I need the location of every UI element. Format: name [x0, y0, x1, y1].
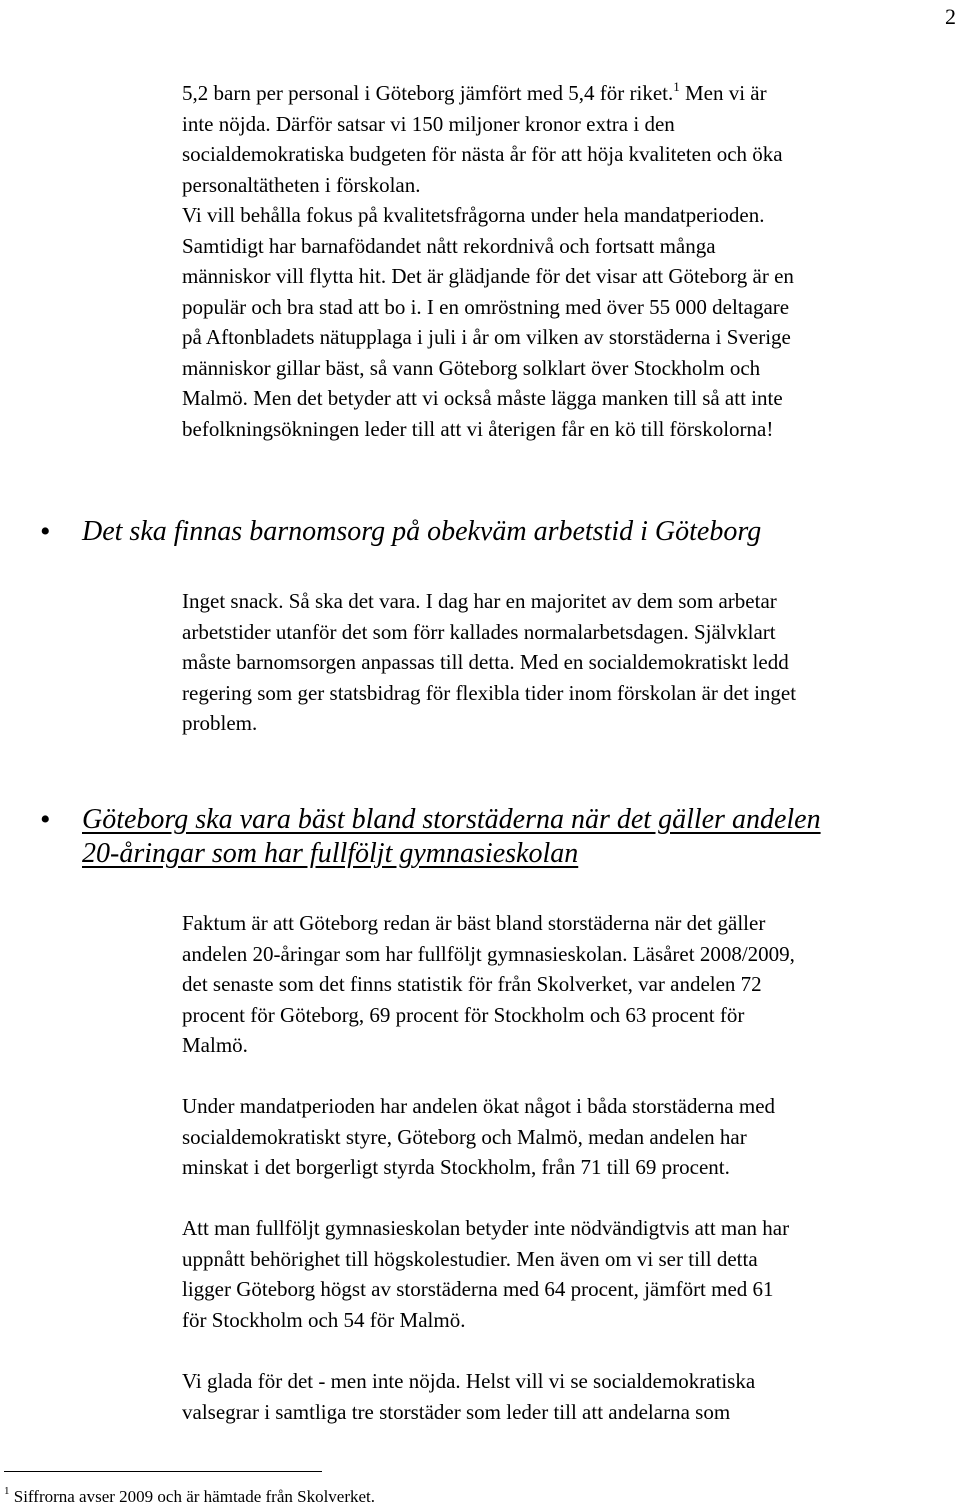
- section2-line: Under mandatperioden har andelen ökat något i båda storstäderna med: [182, 1094, 776, 1118]
- section2-line: för Stockholm och 54 för Malmö.: [182, 1307, 466, 1332]
- footnote-text: Siffrorna avser 2009 och är hämtade från Skolverket.: [9, 1487, 376, 1506]
- section2-line: andelen 20-åringar som har fullföljt gymnasieskolan. Läsåret 2008/2009,: [182, 941, 795, 966]
- section1-line: arbetstider utanför det som förr kallades normalarbetsdagen. Självklart: [182, 619, 776, 644]
- section2-line: uppnått behörighet till högskolestudier. Men även om vi ser till detta: [182, 1246, 758, 1271]
- intro-line: inte nöjda. Därför satsar vi 150 miljoner kronor extra i den: [182, 111, 675, 136]
- intro-paragraph: [182, 78, 960, 444]
- section-heading-text: Det ska finnas barnomsorg på obekväm arbetstid i Göteborg: [82, 516, 762, 547]
- footnote: [4, 1486, 375, 1508]
- intro-line: människor gillar bäst, så vann Göteborg solklart över Stockholm och: [182, 355, 761, 380]
- intro-line-1: 5,2 barn per personal i Göteborg jämfört med 5,4 för riket.$^1$ Men vi är: [182, 79, 767, 105]
- section2-line: det senaste som det finns statistik för från Skolverket, var andelen 72: [182, 972, 762, 996]
- section2-line: procent för Göteborg, 69 procent för Stockholm och 63 procent för: [182, 1002, 745, 1027]
- section2-paragraph-1: [182, 908, 960, 1061]
- section2-line: Malmö.: [182, 1033, 248, 1057]
- section2-line: Faktum är att Göteborg redan är bäst bland storstäderna när det gäller: [182, 911, 766, 935]
- section2-line: ligger Göteborg högst av storstäderna med 64 procent, jämfört med 61: [182, 1277, 774, 1301]
- section2-line: valsegrar i samtliga tre storstäder som leder till att andelarna som: [182, 1399, 731, 1424]
- section1-line: regering som ger statsbidrag för flexibla tider inom förskolan är det inget: [182, 680, 797, 705]
- section2-line: Att man fullföljt gymnasieskolan betyder inte nödvändigtvis att man har: [182, 1216, 790, 1240]
- section2-paragraph-3: [182, 1213, 960, 1335]
- section2-paragraph-2: [182, 1091, 960, 1183]
- section1-line: Inget snack. Så ska det vara. I dag har en majoritet av dem som arbetar: [182, 589, 777, 613]
- intro-line: Vi vill behålla fokus på kvalitetsfrågorna under hela mandatperioden.: [182, 203, 765, 227]
- intro-line: människor vill flytta hit. Det är glädjande för det visar att Göteborg är en: [182, 264, 794, 288]
- section1-line: problem.: [182, 711, 258, 735]
- section-heading-gymnasieskolan: [0, 803, 960, 871]
- footnote-reference: 1: [673, 79, 680, 94]
- section-heading-text-line1: Göteborg ska vara bäst bland storstäderna när det gäller andelen: [82, 804, 821, 835]
- intro-line: populär och bra stad att bo i. I en omröstning med över 55 000 deltagare: [182, 294, 790, 319]
- section2-line: Vi glada för det - men inte nöjda. Helst vill vi se socialdemokratiska: [182, 1369, 756, 1393]
- intro-line: socialdemokratiska budgeten för nästa år för att höja kvaliteten och öka: [182, 142, 783, 166]
- bullet-icon: •: [40, 515, 51, 548]
- intro-line: Samtidigt har barnafödandet nått rekordnivå och fortsatt många: [182, 233, 716, 258]
- section2-paragraph-4: [182, 1366, 960, 1427]
- footnote-divider: [4, 1471, 322, 1472]
- section1-line: måste barnomsorgen anpassas till detta. Med en socialdemokratiskt ledd: [182, 650, 789, 674]
- footnote-number: 1: [4, 1485, 10, 1497]
- section-heading-text-line2: 20-åringar som har fullföljt gymnasieskolan: [82, 838, 579, 869]
- section2-line: socialdemokratiskt styre, Göteborg och Malmö, medan andelen har: [182, 1124, 747, 1149]
- intro-line: på Aftonbladets nätupplaga i juli i år om vilken av storstäderna i Sverige: [182, 325, 791, 349]
- section1-paragraph: [182, 586, 960, 739]
- intro-line: befolkningsökningen leder till att vi återigen får en kö till förskolorna!: [182, 416, 774, 441]
- section2-line: minskat i det borgerligt styrda Stockholm, från 71 till 69 procent.: [182, 1155, 730, 1179]
- page-number: 2: [945, 4, 956, 29]
- bullet-icon: •: [40, 803, 51, 836]
- section-heading-barnomsorg: [0, 515, 960, 549]
- intro-line: personaltätheten i förskolan.: [182, 172, 421, 197]
- intro-line: Malmö. Men det betyder att vi också måste lägga manken till så att inte: [182, 386, 783, 410]
